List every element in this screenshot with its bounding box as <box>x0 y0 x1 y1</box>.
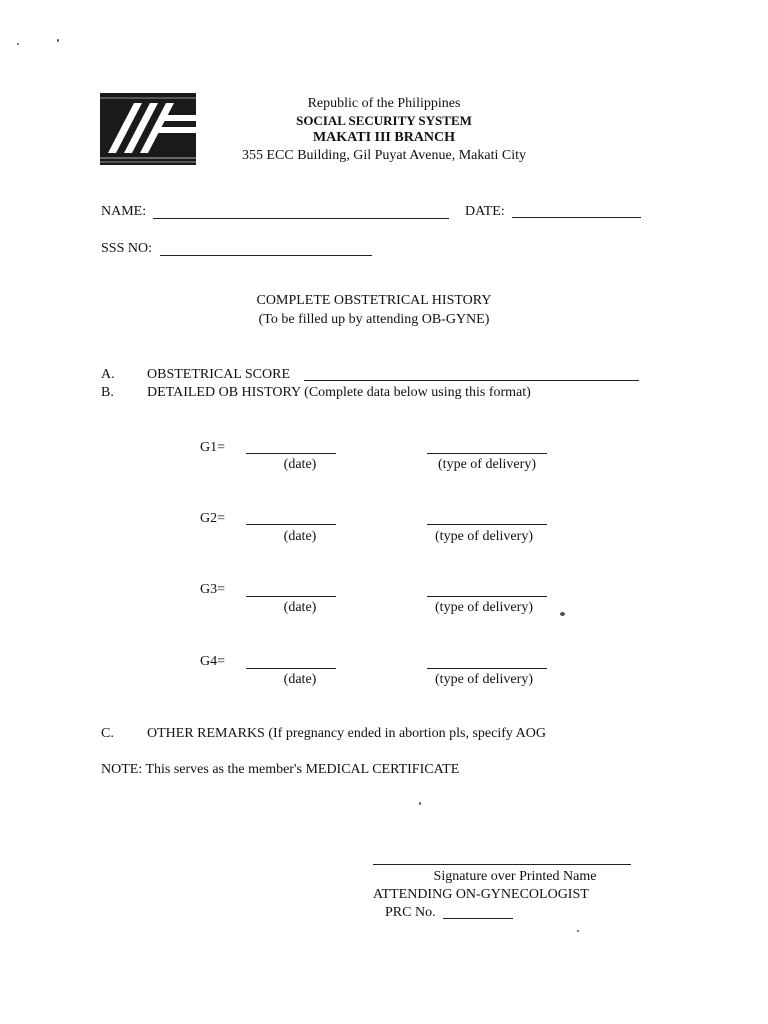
section-b-text: DETAILED OB HISTORY (Complete data below using this format) <box>147 385 531 400</box>
form-subtitle: (To be filled up by attending OB-GYNE) <box>258 312 490 327</box>
attending-title: ATTENDING ON-GYNECOLOGIST <box>373 887 589 902</box>
g2-type-line[interactable] <box>427 524 547 525</box>
g1-type-line[interactable] <box>427 453 547 454</box>
header-branch: MAKATI III BRANCH <box>312 130 456 145</box>
g1-date-caption: (date) <box>283 457 317 472</box>
section-c-letter: C. <box>101 726 114 741</box>
scan-speck <box>17 43 19 45</box>
g2-type-caption: (type of delivery) <box>435 529 533 544</box>
g1-type-caption: (type of delivery) <box>438 457 536 472</box>
date-label: DATE: <box>465 204 505 219</box>
obstetrical-score-line[interactable] <box>304 380 639 381</box>
name-label: NAME: <box>101 204 147 219</box>
medical-certificate-note: NOTE: This serves as the member's MEDICAL CERTIFICATE <box>101 762 460 777</box>
section-c-text: OTHER REMARKS (If pregnancy ended in abortion pls, specify AOG <box>147 726 546 741</box>
g3-date-caption: (date) <box>283 600 317 615</box>
g4-label: G4= <box>200 654 226 669</box>
header-address: 355 ECC Building, Gil Puyat Avenue, Makati City <box>241 148 526 163</box>
g4-date-line[interactable] <box>246 668 336 669</box>
form-title: COMPLETE OBSTETRICAL HISTORY <box>256 293 492 308</box>
g3-type-line[interactable] <box>427 596 547 597</box>
scan-speck <box>419 802 421 805</box>
prc-label: PRC No. <box>385 905 436 920</box>
sss-field-line[interactable] <box>160 255 372 256</box>
g1-date-line[interactable] <box>246 453 336 454</box>
g3-date-line[interactable] <box>246 596 336 597</box>
g4-type-line[interactable] <box>427 668 547 669</box>
signature-line[interactable] <box>373 864 631 865</box>
g2-date-line[interactable] <box>246 524 336 525</box>
g1-label: G1= <box>200 440 226 455</box>
sss-logo <box>100 93 196 165</box>
g2-label: G2= <box>200 511 226 526</box>
signature-caption: Signature over Printed Name <box>433 869 597 884</box>
scan-speck <box>57 39 59 42</box>
scan-speck <box>577 930 579 932</box>
prc-number-line[interactable] <box>443 918 513 919</box>
g3-label: G3= <box>200 582 226 597</box>
header-republic: Republic of the Philippines <box>307 96 461 111</box>
scan-speck <box>560 612 565 616</box>
section-a-text: OBSTETRICAL SCORE <box>147 367 290 382</box>
g4-date-caption: (date) <box>283 672 317 687</box>
sss-label: SSS NO: <box>101 241 152 256</box>
g3-type-caption: (type of delivery) <box>435 600 533 615</box>
section-b-letter: B. <box>101 385 114 400</box>
section-a-letter: A. <box>101 367 115 382</box>
g4-type-caption: (type of delivery) <box>435 672 533 687</box>
header-sss: SOCIAL SECURITY SYSTEM <box>296 113 472 128</box>
sss-logo-icon <box>100 93 196 165</box>
name-field-line[interactable] <box>153 218 449 219</box>
date-field-line[interactable] <box>512 217 641 218</box>
g2-date-caption: (date) <box>283 529 317 544</box>
